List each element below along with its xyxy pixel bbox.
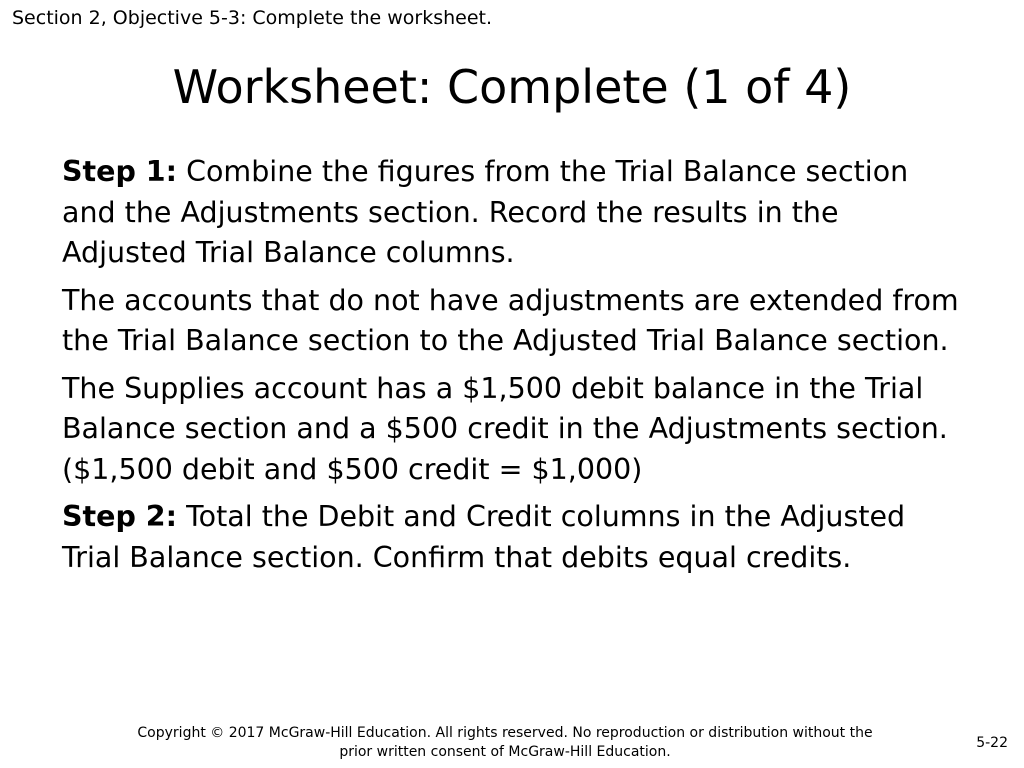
section-label: Section 2, Objective 5-3: Complete the worksheet. [12,7,493,29]
step-1-text: Combine the figures from the Trial Balance section and the Adjustments section. Record the results in the Adjusted Trial Balance columns. [62,155,909,269]
slide-title: Worksheet: Complete (1 of 4) [172,60,852,114]
supplies-text: The Supplies account has a $1,500 debit balance in the Trial Balance section and a $500 credit in the Adjustments section. ($1,500 debit and $500 credit = $1,000) [62,371,948,486]
copyright-line-1: Copyright © 2017 McGraw-Hill Education. All rights reserved. No reproduction or distribution without the [137,725,873,741]
copyright-line-2: prior written consent of McGraw-Hill Education. [339,744,671,760]
step-2-paragraph [62,497,962,578]
step-1-paragraph [62,152,962,274]
step-2-text: Total the Debit and Credit columns in the Adjusted Trial Balance section. Confirm that debits equal credits. [62,500,906,574]
step-2-label: Step 2: [62,500,178,533]
step-1-label: Step 1: [62,155,178,188]
no-adjustments-paragraph [62,281,962,362]
copyright-footer [70,724,940,762]
no-adjustments-text: The accounts that do not have adjustments are extended from the Trial Balance section to the Adjusted Trial Balance section. [62,283,959,357]
slide-content [62,152,962,585]
page-number: 5-22 [976,735,1008,751]
supplies-paragraph [62,369,962,491]
